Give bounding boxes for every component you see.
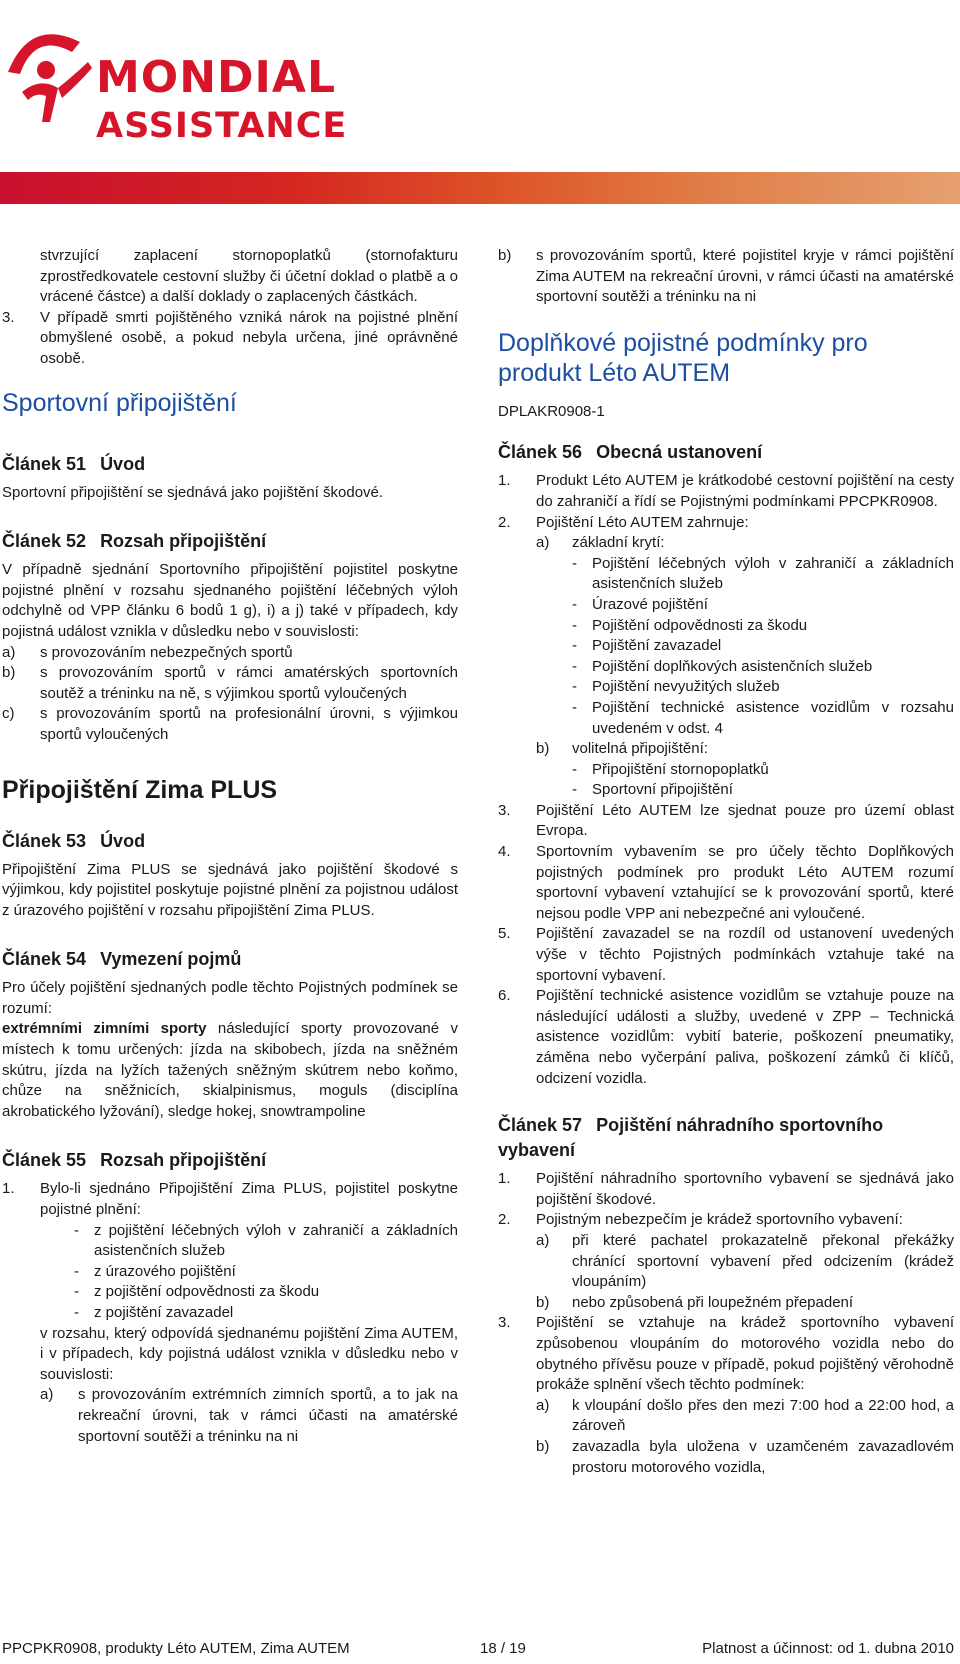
- dash-item: - z pojištění odpovědnosti za škodu: [74, 1282, 458, 1303]
- list-item: [498, 924, 954, 986]
- article-54-heading: [2, 947, 458, 972]
- item-text: Pojištění zavazadel se na rozdíl od ustanovení uvedených výše v těchto Pojistných podmínkách vztahuje také na sportovní vybavení.: [536, 925, 954, 984]
- item-label: a): [536, 534, 550, 552]
- item-label: b): [536, 1293, 550, 1311]
- article-title: Obecná ustanovení: [596, 442, 763, 463]
- item-text: v rozsahu, který odpovídá sjednanému pojištění Zima AUTEM, i v případech, kdy pojistná událost vznikla v důsledku nebo v souvislosti:: [40, 1324, 458, 1383]
- item-number: 3.: [2, 308, 15, 326]
- defined-term: extrémními zimními sporty: [2, 1020, 207, 1038]
- dash-item: - Sportovní připojištění: [572, 780, 954, 801]
- item-text: k vloupání došlo přes den mezi 7:00 hod a 22:00 hod, a zároveň: [572, 1396, 954, 1435]
- article-57-heading: [498, 1113, 954, 1163]
- list-item: [2, 663, 458, 704]
- article-52-heading: [2, 529, 458, 554]
- dash-item: - Pojištění doplňkových asistenčních služeb: [572, 657, 954, 678]
- mondial-assistance-logo: [0, 22, 360, 146]
- article-title: Pojištění náhradního sportovního vybavení: [498, 1115, 884, 1161]
- definition-text: následující sporty provozované v místech k tomu určených: jízda na skibobech, jízda na sněžném skútru, jízda na lyžích tažených sněžným skútrem nebo koňmo, chůze na sněžnicích, skialpinismus, moguls (disciplína akrobatického lyžování), sledge hokej, snowtrampoline: [2, 1020, 458, 1120]
- list-item: [536, 739, 954, 801]
- item-text: Produkt Léto AUTEM je krátkodobé cestovní pojištění na cesty do zahraničí a řídí se Pojistnými podmínkami PPCPKR0908.: [536, 472, 954, 510]
- list-item: [536, 1437, 954, 1478]
- article-55-heading: [2, 1148, 458, 1173]
- item-text: při které pachatel prokazatelně překonal překážky chránící sportovní vybavení před odcizením (krádež vloupáním): [572, 1231, 954, 1291]
- item-text: Sportovním vybavením se pro účely těchto Doplňkových pojistných podmínek pro produkt Léto AUTEM rozumí sportovní vybavení vztahující se k provozování sportů, které nejsou podle VPP ani nebezpečné ani vyloučené.: [536, 843, 954, 922]
- section-title-sport: Sportovní připojištění: [2, 388, 237, 417]
- item-label: a): [536, 1396, 550, 1414]
- intro-paragraph: stvrzující zaplacení stornopoplatků (stornofakturu zprostředkovatele cestovní služby či účetní doklad o platbě a o vrácené částce) a další doklady o zaplacených částkách.: [40, 247, 458, 306]
- item-text: základní krytí:: [572, 534, 665, 552]
- article-52-text: V případně sjednání Sportovního připojištění pojistitel poskytne pojistné plnění v rozsahu sjednaného pojištění léčebných výloh odchylně od VPP článku 6 bodů 1 g), i) a j) také v případech, kdy pojistná událost vznikla v důsledku nebo v souvislosti:: [2, 561, 458, 640]
- header-color-band: [0, 172, 960, 204]
- list-item: [498, 986, 954, 1089]
- logo-swoosh-icon: [0, 22, 96, 132]
- item-number: 3.: [498, 1314, 511, 1332]
- section-title-zima-plus: Připojištění Zima PLUS: [2, 775, 278, 804]
- list-item: [2, 704, 458, 745]
- item-text: Pojištění technické asistence vozidlům se vztahuje pouze na následující události a služby, uvedené v ZPP – Technická asistence vozidlům: vybití baterie, poškození pneumatiky, záměna nebo vyčerpání paliva, poškození zámků či klíčů, odcizení vozidla.: [536, 987, 954, 1087]
- section-title-leto-autem: Doplňkové pojistné podmínky pro produkt Léto AUTEM: [498, 328, 868, 387]
- article-title: Úvod: [100, 453, 146, 474]
- item-number: 1.: [498, 472, 511, 490]
- page-footer: [0, 1640, 960, 1660]
- item-number: 1.: [2, 1180, 15, 1198]
- item-text: nebo způsobená při loupežném přepadení: [572, 1293, 854, 1311]
- list-item: [498, 842, 954, 924]
- list-item: [498, 1313, 954, 1478]
- article-number: Článek 55: [2, 1150, 87, 1171]
- article-number: Článek 57: [498, 1115, 583, 1136]
- item-text: Bylo-li sjednáno Připojištění Zima PLUS, pojistitel poskytne pojistné plnění:: [40, 1180, 458, 1219]
- article-53-heading: [2, 829, 458, 854]
- item-text: Pojištění se vztahuje na krádež sportovního vybavení způsobenou vloupáním do motorového vozidla nebo do obytného přívěsu pouze v případě, pokud pojištěný věrohodně prokáže splnění všech těchto podmínek:: [536, 1314, 954, 1394]
- list-item: [536, 1396, 954, 1437]
- list-item: [536, 1293, 954, 1314]
- item-number: 4.: [498, 843, 511, 861]
- item-label: a): [536, 1231, 550, 1249]
- list-item: [498, 471, 954, 512]
- item-text: Pojištění Léto AUTEM zahrnuje:: [536, 513, 749, 531]
- article-number: Článek 54: [2, 949, 87, 970]
- list-item: [498, 1169, 954, 1210]
- dash-item: - Pojištění odpovědnosti za škodu: [572, 616, 954, 637]
- document-code: DPLAKR0908-1: [498, 402, 605, 420]
- item-number: 1.: [498, 1170, 511, 1188]
- item-number: 5.: [498, 925, 511, 943]
- article-number: Článek 52: [2, 531, 87, 552]
- item-label: b): [536, 740, 550, 758]
- article-54-definition: [2, 1019, 458, 1122]
- item-text: s provozováním sportů, které pojistitel kryje v rámci pojištění Zima AUTEM na rekreační úrovni, v rámci účasti na amatérské sportovní soutěži a tréninku na ni: [536, 247, 954, 306]
- article-56-heading: [498, 440, 954, 465]
- item-label: b): [498, 247, 512, 264]
- article-title: Rozsah připojištění: [100, 1150, 267, 1171]
- dash-item: - Pojištění nevyužitých služeb: [572, 677, 954, 698]
- list-item: [498, 1210, 954, 1313]
- list-item: [536, 533, 954, 739]
- item-label: b): [536, 1437, 550, 1455]
- list-item: [498, 513, 954, 801]
- dash-item: - Pojištění zavazadel: [572, 636, 954, 657]
- item-text: volitelná připojištění:: [572, 740, 708, 758]
- item-label: b): [2, 664, 16, 682]
- article-53-text: Připojištění Zima PLUS se sjednává jako pojištění škodové s výjimkou, kdy pojistitel poskytuje pojistné plnění za pojistnou událost z úrazového pojištění v rozsahu připojištění Zima PLUS.: [2, 860, 458, 919]
- item-text: zavazadla byla uložena v uzamčeném zavazadlovém prostoru motorového vozidla,: [572, 1437, 954, 1476]
- logo-text-assistance: ASSISTANCE: [96, 106, 348, 146]
- item-label: a): [2, 643, 16, 661]
- item-number: 2.: [498, 1211, 511, 1229]
- article-number: Článek 51: [2, 453, 87, 474]
- article-54-text: Pro účely pojištění sjednaných podle těchto Pojistných podmínek se rozumí:: [2, 979, 458, 1017]
- list-item: [536, 1231, 954, 1293]
- right-column: [498, 246, 954, 1478]
- footer-page-number: 18 / 19: [480, 1640, 526, 1657]
- list-item: [498, 801, 954, 842]
- list-item: [2, 308, 458, 370]
- item-text: V případě smrti pojištěného vzniká nárok na pojistné plnění obmyšlené osobě, a pokud nebyla určena, jiné oprávněné osobě.: [40, 308, 458, 367]
- dash-item: - z úrazového pojištění: [74, 1262, 458, 1283]
- item-text: s provozováním extrémních zimních sportů, a to jak na rekreační úrovni, tak v rámci účasti na amatérské sportovní soutěži a tréninku na ni: [78, 1386, 458, 1445]
- item-text: s provozováním nebezpečných sportů: [40, 643, 293, 661]
- item-text: Pojištění náhradního sportovního vybavení se sjednává jako pojištění škodové.: [536, 1170, 954, 1208]
- article-title: Úvod: [100, 830, 146, 851]
- list-item: [2, 643, 458, 664]
- article-51-heading: [2, 452, 458, 477]
- item-label: a): [40, 1386, 54, 1404]
- footer-document-code: PPCPKR0908, produkty Léto AUTEM, Zima AUTEM: [2, 1640, 350, 1657]
- item-number: 2.: [498, 513, 511, 531]
- item-number: 3.: [498, 801, 511, 819]
- article-number: Článek 53: [2, 830, 87, 851]
- item-number: 6.: [498, 987, 511, 1005]
- dash-item: - z pojištění léčebných výloh v zahraničí a základních asistenčních služeb: [74, 1221, 458, 1262]
- left-column: [2, 246, 458, 1447]
- article-number: Článek 56: [498, 442, 583, 463]
- dash-item: - Úrazové pojištění: [572, 595, 954, 616]
- dash-item: - Připojištění stornopoplatků: [572, 760, 954, 781]
- article-title: Vymezení pojmů: [100, 949, 242, 970]
- list-item: [2, 1179, 458, 1447]
- dash-item: - Pojištění léčebných výloh v zahraničí a základních asistenčních služeb: [572, 554, 954, 595]
- item-text: s provozováním sportů v rámci amatérských sportovních soutěž a tréninku na ně, s výjimkou sportů vyloučených: [40, 664, 458, 702]
- list-item: [2, 246, 458, 308]
- footer-validity: Platnost a účinnost: od 1. dubna 2010: [702, 1640, 954, 1657]
- list-item: [498, 246, 954, 308]
- article-51-text: Sportovní připojištění se sjednává jako pojištění škodové.: [2, 483, 384, 501]
- item-text: Pojistným nebezpečím je krádež sportovního vybavení:: [536, 1211, 903, 1229]
- item-label: c): [2, 705, 15, 723]
- list-item: [40, 1385, 458, 1447]
- logo-text-mondial: MONDIAL: [96, 52, 336, 103]
- dash-item: - z pojištění zavazadel: [74, 1303, 458, 1324]
- dash-item: - Pojištění technické asistence vozidlům v rozsahu uvedeném v odst. 4: [572, 698, 954, 739]
- item-text: s provozováním sportů na profesionální úrovni, s výjimkou sportů vyloučených: [40, 705, 458, 743]
- article-title: Rozsah připojištění: [100, 531, 267, 552]
- item-text: Pojištění Léto AUTEM lze sjednat pouze pro území oblast Evropa.: [536, 801, 954, 840]
